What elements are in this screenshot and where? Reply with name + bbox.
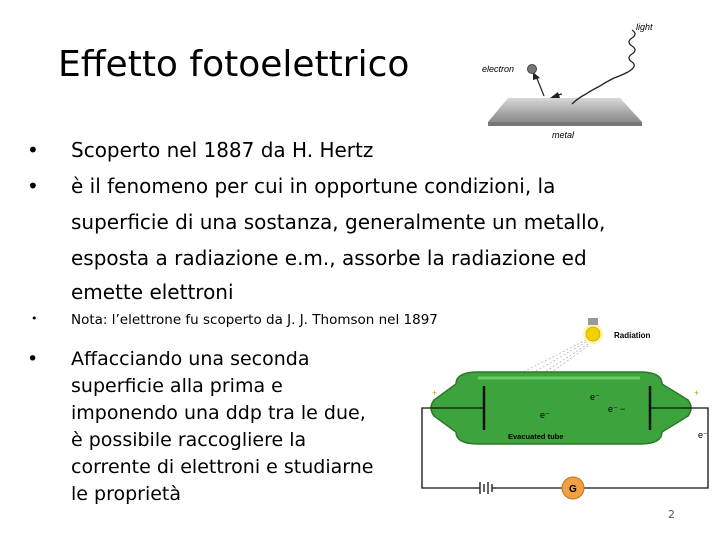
bullet-text-line-2: superficie alla prima e <box>71 375 283 397</box>
metal-plate <box>488 98 642 122</box>
bullet-text-line-3: esposta a radiazione e.m., assorbe la radiazione ed <box>71 246 587 270</box>
bullet-marker: • <box>31 312 38 325</box>
electron-symbol-3: e⁻ <box>540 410 550 420</box>
metal-plate-edge <box>488 122 642 126</box>
plus-sign-right: + <box>694 388 700 398</box>
radiation-label: Radiation <box>614 331 651 340</box>
bullet-text-line-3: imponendo una ddp tra le due, <box>71 402 366 424</box>
electron-symbol-2: e⁻ <box>608 404 618 414</box>
bullet-text-line-5: corrente di elettroni e studiarne <box>71 456 374 478</box>
slide-title: Effetto fotoelettrico <box>58 44 410 85</box>
bullet-marker: • <box>27 138 39 162</box>
galvanometer-label: G <box>569 484 577 495</box>
bullet-marker: • <box>27 174 39 198</box>
electron-symbol-1: e⁻ <box>590 392 600 402</box>
lamp-bulb <box>586 327 600 341</box>
light-arrowhead <box>550 92 560 98</box>
metal-label: metal <box>552 130 575 140</box>
bullet-text-line-2: superficie di una sostanza, generalmente un metallo, <box>71 210 606 234</box>
bullet-marker: • <box>27 348 39 370</box>
tube-label: Evacuated tube <box>508 432 564 441</box>
photoelectric-metal-figure <box>470 14 670 144</box>
bullet-text-line-4: emette elettroni <box>71 280 234 304</box>
electron-label: electron <box>482 64 515 74</box>
bullet-text-line-4: è possibile raccogliere la <box>71 429 307 451</box>
note-text: Nota: l’elettrone fu scoperto da J. J. Thomson nel 1897 <box>71 312 438 328</box>
electron-trajectory <box>536 76 544 96</box>
bullet-text-line-1: Affacciando una seconda <box>71 348 310 370</box>
bullet-text-line-1: è il fenomeno per cui in opportune condizioni, la <box>71 174 556 198</box>
page-number: 2 <box>668 508 675 521</box>
bullet-text: Scoperto nel 1887 da H. Hertz <box>71 138 374 162</box>
minus-sign: − <box>620 404 626 414</box>
plus-sign-left: + <box>432 388 438 398</box>
evacuated-tube-figure <box>418 312 718 502</box>
wire-electron-symbol: e⁻ <box>698 430 708 440</box>
light-wave <box>572 30 635 104</box>
bullet-text-line-6: le proprietà <box>71 483 182 505</box>
lamp-base <box>588 318 598 325</box>
battery <box>480 482 562 494</box>
electron-ball <box>528 65 537 74</box>
light-label: light <box>636 22 653 32</box>
